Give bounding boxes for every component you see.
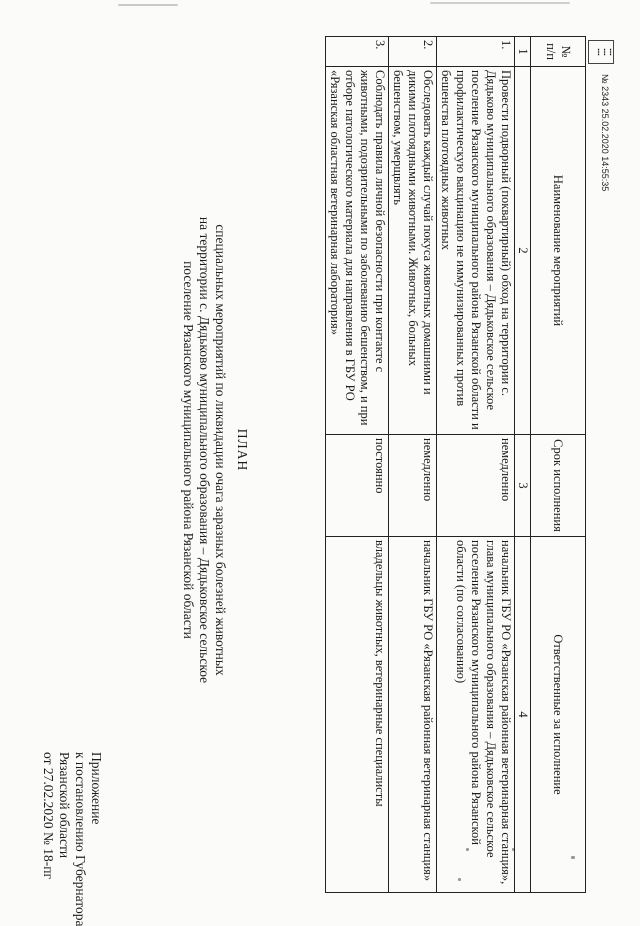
row-measure: Соблюдать правила личной безопасности при контакте с животными, подозрительными по заболеванию бешенством, и при отборе патологического материала для направления в ГБУ РО «Рязанская областная ветеринарная лаборатория» bbox=[326, 67, 389, 435]
appendix-block bbox=[40, 752, 104, 926]
registration-stamp bbox=[588, 40, 616, 270]
document-title bbox=[180, 140, 250, 760]
row-measure: Обследовать каждый случай покуса животных домашними и дикими плотоядными животными. Животных, больных бешенством, умерщвлять bbox=[389, 67, 437, 435]
appendix-line: к постановлению Губернатора bbox=[73, 752, 88, 926]
row-number: 1. bbox=[437, 37, 515, 67]
column-number: 2 bbox=[515, 67, 531, 435]
header-term: Срок исполнения bbox=[531, 435, 586, 537]
title-heading: ПЛАН bbox=[235, 428, 250, 472]
title-line: поселение Рязанского муниципального района Рязанской области bbox=[181, 261, 196, 639]
row-responsible: владельцы животных, ветеринарные специалисты bbox=[326, 537, 389, 893]
row-number: 3. bbox=[326, 37, 389, 67]
header-number: № п/п bbox=[531, 37, 586, 67]
header-name: Наименование мероприятий bbox=[531, 67, 586, 435]
column-number: 3 bbox=[515, 435, 531, 537]
row-number: 2. bbox=[389, 37, 437, 67]
row-term: немедленно bbox=[437, 435, 515, 537]
header-responsible: Ответственные за исполнение bbox=[531, 537, 586, 893]
measures-table bbox=[325, 36, 586, 893]
title-line: на территории с. Дядьково муниципального образования – Дядьковское сельское bbox=[197, 216, 212, 684]
appendix-line: от 27.02.2020 № 18-пг bbox=[41, 752, 56, 879]
column-number: 4 bbox=[515, 537, 531, 893]
row-measure: Провести подворный (поквартирный) обход на территории с. Дядьково муниципального образования – Дядьковское сельское поселение Рязанского муниципального района Рязанской области и профилактическую вакцинацию не иммунизированных против бешенства плотоядных животных bbox=[437, 67, 515, 435]
appendix-line: Рязанской области bbox=[57, 752, 72, 859]
row-responsible: начальник ГБУ РО «Рязанская районная ветеринарная станция», глава муниципального образования – Дядьковское сельское поселение Рязанского муниципального района Рязанской области (по согласованию) bbox=[437, 537, 515, 893]
appendix-line: Приложение bbox=[89, 752, 104, 825]
registration-number: № 2343 25.02.2020 14:55:35 bbox=[600, 74, 610, 192]
table-header-row bbox=[531, 37, 586, 893]
column-number-row bbox=[515, 37, 531, 893]
column-number: 1 bbox=[515, 37, 531, 67]
row-term: постоянно bbox=[326, 435, 389, 537]
row-responsible: начальник ГБУ РО «Рязанская районная ветеринарная станция» bbox=[389, 537, 437, 893]
table-row bbox=[389, 37, 437, 893]
row-term: немедленно bbox=[389, 435, 437, 537]
table-row bbox=[326, 37, 389, 893]
stamp-icon: ▪▪▪▪ ▪▪▪▪ ▪▪▪▪ bbox=[588, 40, 614, 64]
table-row bbox=[437, 37, 515, 893]
title-line: специальных мероприятий по ликвидации очага заразных болезней животных bbox=[213, 224, 228, 676]
